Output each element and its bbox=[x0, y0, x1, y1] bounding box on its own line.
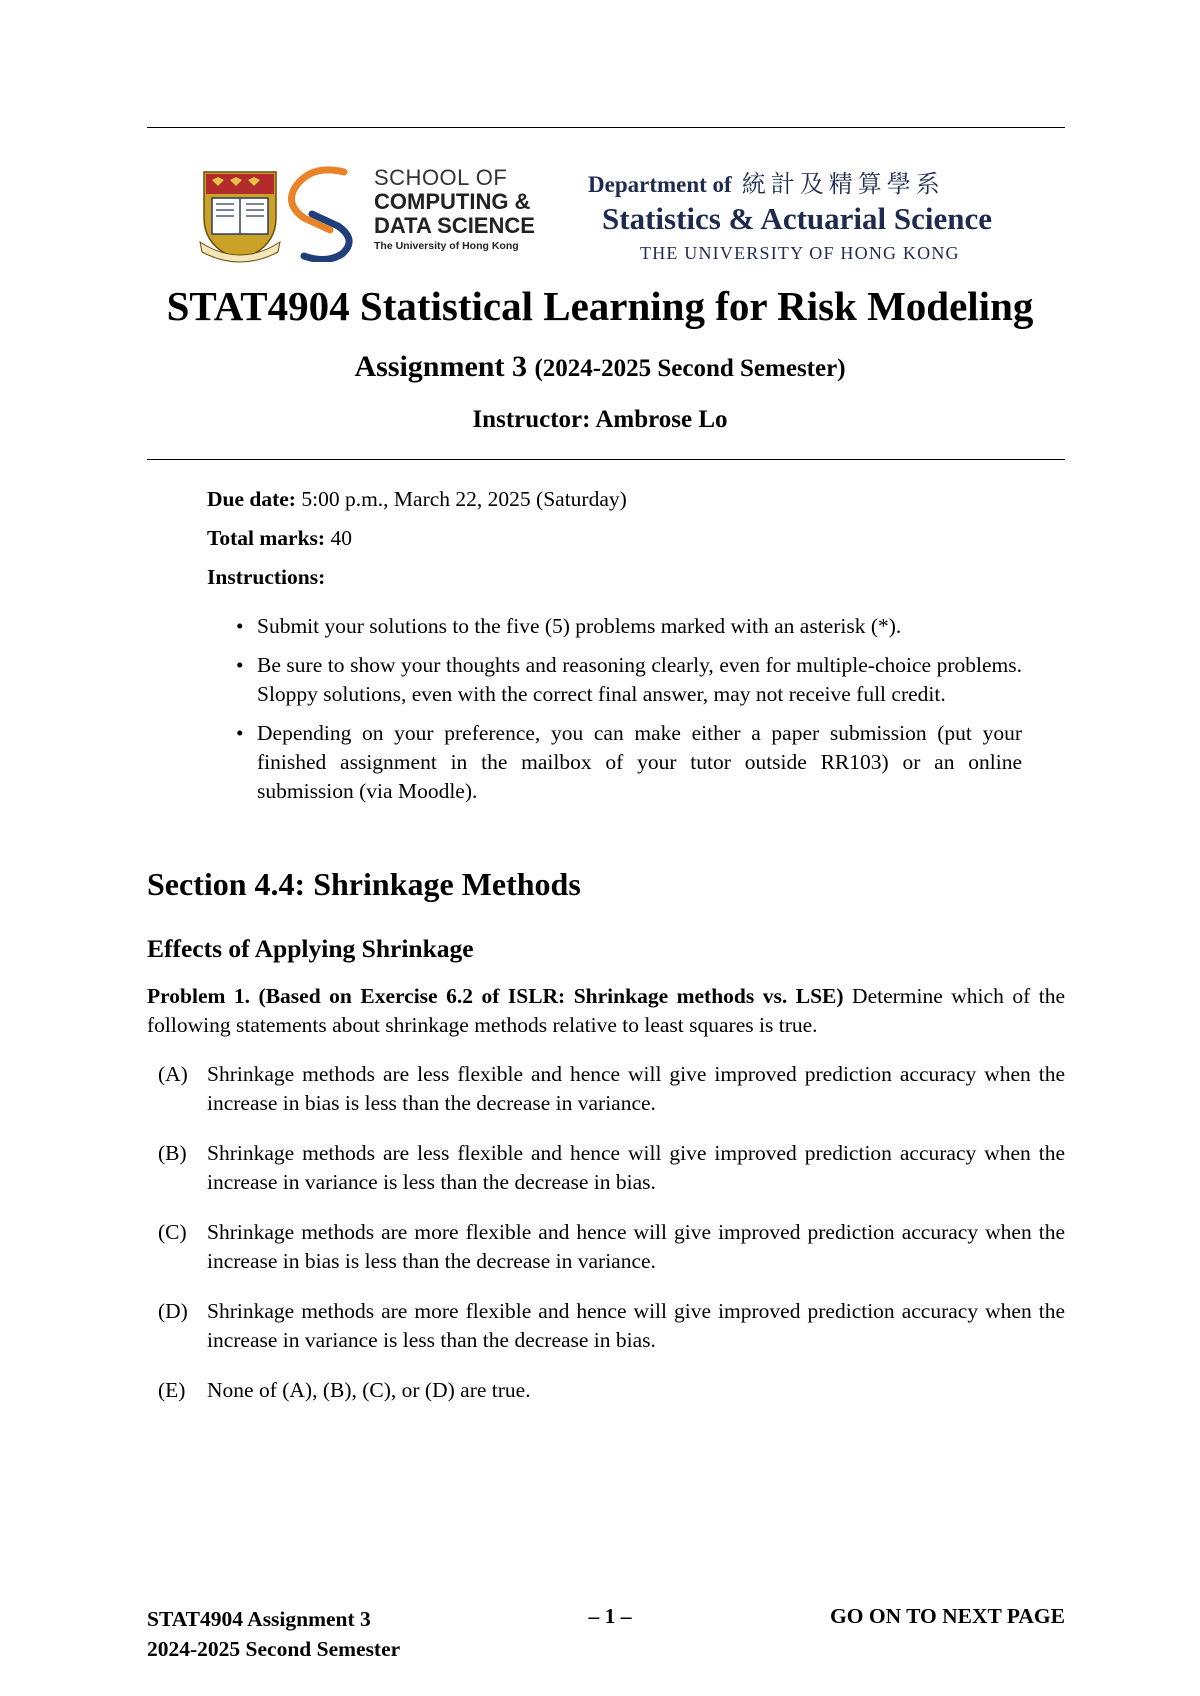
section-title: Section 4.4: Shrinkage Methods bbox=[147, 866, 581, 902]
list-item: • Be sure to show your thoughts and reasoning clearly, even for multiple-choice problems. Sloppy solutions, even with the correct final answer, may not receive full credit. bbox=[236, 653, 1022, 706]
problem-body: Determine which of the following statements about shrinkage methods relative to least squares is true. bbox=[147, 984, 1065, 1037]
subsection-title: Effects of Applying Shrinkage bbox=[147, 934, 474, 963]
bullet-icon: • bbox=[236, 614, 244, 638]
cds-line1: SCHOOL OF bbox=[374, 165, 508, 190]
list-item: • Depending on your preference, you can make either a paper submission (put your finished assignment in the mailbox of your tutor outside RR103) or an online submission (via Moodle). bbox=[236, 721, 1022, 803]
choice-text: None of (A), (B), (C), or (D) are true. bbox=[207, 1378, 531, 1402]
choice-text: Shrinkage methods are more flexible and hence will give improved prediction accuracy when the increase in variance is less than the decrease in bias. bbox=[207, 1299, 1065, 1352]
choice-label: (B) bbox=[158, 1141, 187, 1165]
choice-list bbox=[158, 1060, 1065, 1426]
marks-label: Total marks: bbox=[207, 526, 326, 550]
due-label: Due date: bbox=[207, 487, 296, 511]
choice-text: Shrinkage methods are less flexible and hence will give improved prediction accuracy when the increase in bias is less than the decrease in variance. bbox=[207, 1062, 1065, 1115]
problem-1 bbox=[147, 982, 1065, 1040]
cds-line3: DATA SCIENCE bbox=[374, 213, 535, 238]
dept-university: THE UNIVERSITY OF HONG KONG bbox=[640, 243, 960, 263]
cds-line2: COMPUTING & bbox=[374, 189, 531, 214]
choice-a bbox=[158, 1060, 1065, 1118]
bullet-icon: • bbox=[236, 721, 244, 745]
choice-text: Shrinkage methods are more flexible and hence will give improved prediction accuracy when the increase in bias is less than the decrease in variance. bbox=[207, 1220, 1065, 1273]
total-marks bbox=[207, 526, 352, 551]
page-number: – 1 – bbox=[588, 1604, 632, 1628]
header-top-rule bbox=[147, 127, 1065, 128]
instructions-heading: Instructions: bbox=[207, 565, 326, 589]
choice-label: (C) bbox=[158, 1220, 187, 1244]
semester: (2024-2025 Second Semester) bbox=[534, 355, 846, 382]
choice-b bbox=[158, 1139, 1065, 1197]
due-date bbox=[207, 487, 627, 512]
instructions-list bbox=[232, 612, 1022, 816]
choice-label: (D) bbox=[158, 1299, 188, 1323]
department-wordmark bbox=[588, 164, 1018, 264]
logo-banner bbox=[198, 160, 1018, 270]
footer-course: STAT4904 Assignment 3 bbox=[147, 1607, 371, 1631]
choice-d bbox=[158, 1297, 1065, 1355]
dept-chinese: 統計及精算學系 bbox=[741, 170, 945, 198]
footer-semester: 2024-2025 Second Semester bbox=[147, 1637, 401, 1661]
choice-label: (E) bbox=[158, 1378, 186, 1402]
assignment-title bbox=[0, 350, 1200, 384]
cds-logo-icon bbox=[282, 164, 360, 262]
bullet-icon: • bbox=[236, 653, 244, 677]
due-value: 5:00 p.m., March 22, 2025 (Saturday) bbox=[301, 487, 627, 511]
marks-value: 40 bbox=[330, 526, 352, 550]
assignment-name: Assignment 3 bbox=[354, 350, 527, 383]
problem-source: (Based on Exercise 6.2 of ISLR: Shrinkage methods vs. LSE) bbox=[258, 984, 844, 1008]
course-title: STAT4904 Statistical Learning for Risk Modeling bbox=[166, 283, 1034, 329]
choice-e bbox=[158, 1376, 1065, 1405]
dept-prefix: Department of bbox=[588, 172, 732, 197]
header-bottom-rule bbox=[147, 459, 1065, 460]
choice-text: Shrinkage methods are less flexible and hence will give improved prediction accuracy when the increase in variance is less than the decrease in bias. bbox=[207, 1141, 1065, 1194]
cds-wordmark bbox=[374, 166, 535, 253]
hku-crest-icon bbox=[198, 168, 282, 264]
list-item: • Submit your solutions to the five (5) problems marked with an asterisk (*). bbox=[232, 612, 1022, 641]
footer-left bbox=[147, 1604, 400, 1664]
dept-name: Statistics & Actuarial Science bbox=[602, 201, 993, 236]
choice-label: (A) bbox=[158, 1062, 188, 1086]
footer-next-page: GO ON TO NEXT PAGE bbox=[830, 1604, 1065, 1628]
instructor: Instructor: Ambrose Lo bbox=[472, 406, 728, 433]
choice-c bbox=[158, 1218, 1065, 1276]
cds-line4: The University of Hong Kong bbox=[374, 240, 519, 252]
problem-label: Problem 1. bbox=[147, 984, 251, 1008]
